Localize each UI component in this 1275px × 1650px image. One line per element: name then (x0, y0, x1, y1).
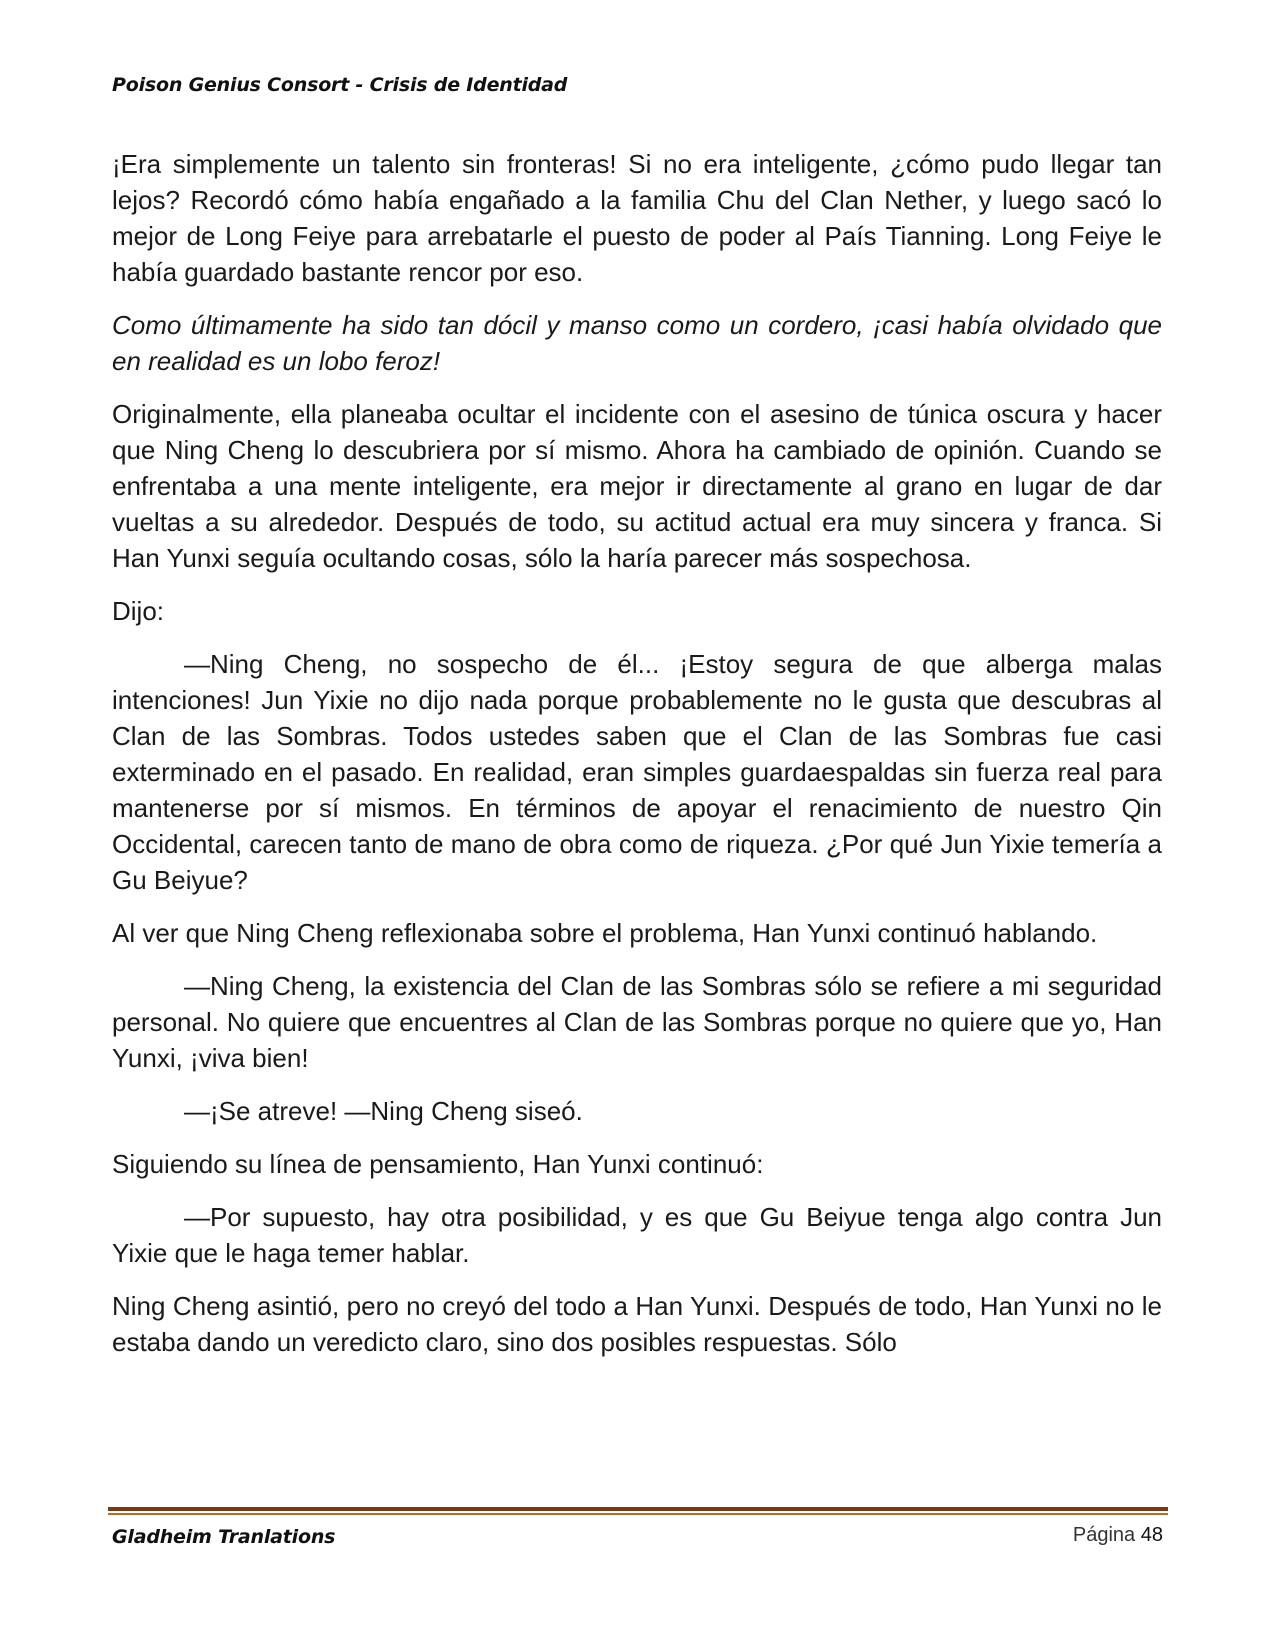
paragraph: ¡Era simplemente un talento sin fronteras! Si no era inteligente, ¿cómo pudo llegar tan lejos? Recordó cómo había engañado a la familia Chu del Clan Nether, y luego sacó lo mejor de Long Feiye para arrebatarle el puesto de poder al País Tianning. Long Feiye le había guardado bastante rencor por eso. (112, 149, 1162, 287)
paragraph: Ning Cheng asintió, pero no creyó del todo a Han Yunxi. Después de todo, Han Yunxi no le estaba dando un veredicto claro, sino dos posibles respuestas. Sólo (112, 1291, 1162, 1357)
page-label: Página (1072, 1524, 1136, 1546)
footer-credit: Gladheim Tranlations (112, 1526, 336, 1548)
dialogue-paragraph: —Ning Cheng, no sospecho de él... ¡Estoy segura de que alberga malas intenciones! Jun Yixie no dijo nada porque probablemente no le gusta que descubras al Clan de las Sombras. Todos ustedes saben que el Clan de las Sombras fue casi exterminado en el pasado. En realidad, eran simples guardaespaldas sin fuerza real para mantenerse por sí mismos. En términos de apoyar el renacimiento de nuestro Qin Occidental, carecen tanto de mano de obra como de riqueza. ¿Por qué Jun Yixie temería a Gu Beiyue? (112, 649, 1162, 895)
page-number (1073, 1524, 1163, 1547)
paragraph: Siguiendo su línea de pensamiento, Han Yunxi continuó: (112, 1149, 764, 1179)
dialogue-paragraph: —Por supuesto, hay otra posibilidad, y es que Gu Beiyue tenga algo contra Jun Yixie que le haga temer hablar. (112, 1202, 1162, 1268)
paragraph: Originalmente, ella planeaba ocultar el incidente con el asesino de túnica oscura y hacer que Ning Cheng lo descubriera por sí mismo. Ahora ha cambiado de opinión. Cuando se enfrentaba a una mente inteligente, era mejor ir directamente al grano en lugar de dar vueltas a su alrededor. Después de todo, su actitud actual era muy sincera y franca. Si Han Yunxi seguía ocultando cosas, sólo la haría parecer más sospechosa. (112, 399, 1162, 573)
footer-divider (108, 1507, 1168, 1515)
dialogue-paragraph: —Ning Cheng, la existencia del Clan de las Sombras sólo se refiere a mi seguridad personal. No quiere que encuentres al Clan de las Sombras porque no quiere que yo, Han Yunxi, ¡viva bien! (112, 971, 1162, 1073)
dialogue-paragraph: —¡Se atreve! —Ning Cheng siseó. (184, 1096, 583, 1126)
paragraph: Dijo: (112, 596, 165, 626)
paragraph-italic-thought: Como últimamente ha sido tan dócil y manso como un cordero, ¡casi había olvidado que en realidad es un lobo feroz! (112, 310, 1162, 376)
paragraph: Al ver que Ning Cheng reflexionaba sobre el problema, Han Yunxi continuó hablando. (112, 918, 1098, 948)
page-number-value: 48 (1140, 1524, 1163, 1546)
body-text (112, 146, 1162, 1377)
running-header: Poison Genius Consort - Crisis de Identidad (112, 74, 568, 96)
